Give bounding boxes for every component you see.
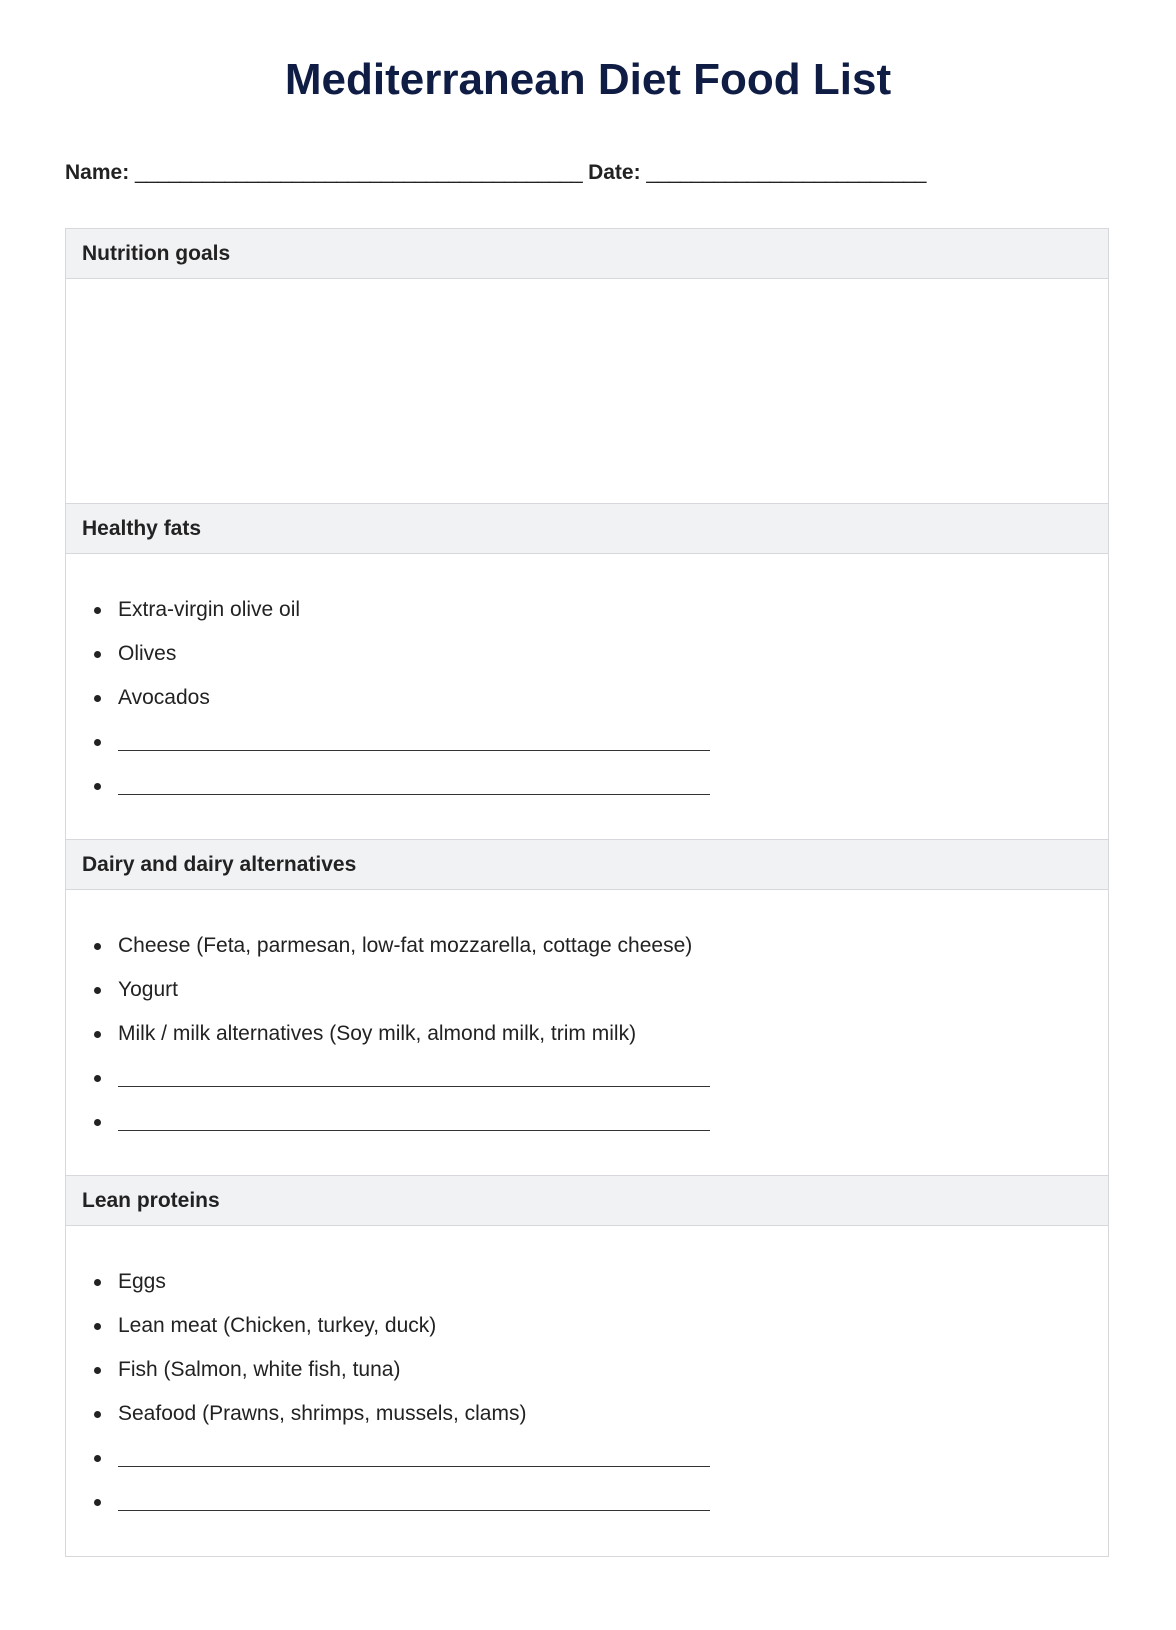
list-item-blank[interactable] — [118, 720, 1108, 764]
blank-line[interactable] — [118, 1056, 710, 1087]
list-item: Avocados — [118, 676, 1108, 720]
list-item: Olives — [118, 632, 1108, 676]
section-heading-nutrition-goals: Nutrition goals — [66, 229, 1108, 279]
list-item-blank[interactable] — [118, 1436, 1108, 1480]
name-label: Name: — [65, 161, 130, 184]
dairy-section — [66, 890, 1108, 1176]
list-item-blank[interactable] — [118, 1480, 1108, 1524]
healthy-fats-section — [66, 554, 1108, 840]
blank-line[interactable] — [118, 1100, 710, 1131]
list-item: Lean meat (Chicken, turkey, duck) — [118, 1304, 1108, 1348]
date-field[interactable]: _________________________ — [646, 161, 926, 184]
blank-line[interactable] — [118, 1436, 710, 1467]
list-item: Fish (Salmon, white fish, tuna) — [118, 1348, 1108, 1392]
section-heading-healthy-fats: Healthy fats — [66, 504, 1108, 554]
list-item: Cheese (Feta, parmesan, low-fat mozzarella, cottage cheese) — [118, 924, 1108, 968]
list-item-blank[interactable] — [118, 764, 1108, 808]
list-item-blank[interactable] — [118, 1100, 1108, 1144]
list-item: Yogurt — [118, 968, 1108, 1012]
list-item: Eggs — [118, 1260, 1108, 1304]
blank-line[interactable] — [118, 764, 710, 795]
name-date-row — [65, 158, 1125, 188]
page-title: Mediterranean Diet Food List — [284, 55, 892, 104]
food-list-form — [65, 228, 1109, 1557]
list-item-blank[interactable] — [118, 1056, 1108, 1100]
dairy-list — [66, 890, 1108, 1144]
name-field[interactable]: ________________________________________ — [135, 161, 583, 184]
section-heading-lean-proteins: Lean proteins — [66, 1176, 1108, 1226]
healthy-fats-list — [66, 554, 1108, 808]
list-item: Seafood (Prawns, shrimps, mussels, clams) — [118, 1392, 1108, 1436]
date-label: Date: — [588, 161, 641, 184]
blank-line[interactable] — [118, 1480, 710, 1511]
lean-proteins-list — [66, 1226, 1108, 1524]
list-item: Milk / milk alternatives (Soy milk, almond milk, trim milk) — [118, 1012, 1108, 1056]
lean-proteins-section — [66, 1226, 1108, 1556]
nutrition-goals-field[interactable] — [66, 279, 1108, 504]
section-heading-dairy: Dairy and dairy alternatives — [66, 840, 1108, 890]
blank-line[interactable] — [118, 720, 710, 751]
list-item: Extra-virgin olive oil — [118, 588, 1108, 632]
